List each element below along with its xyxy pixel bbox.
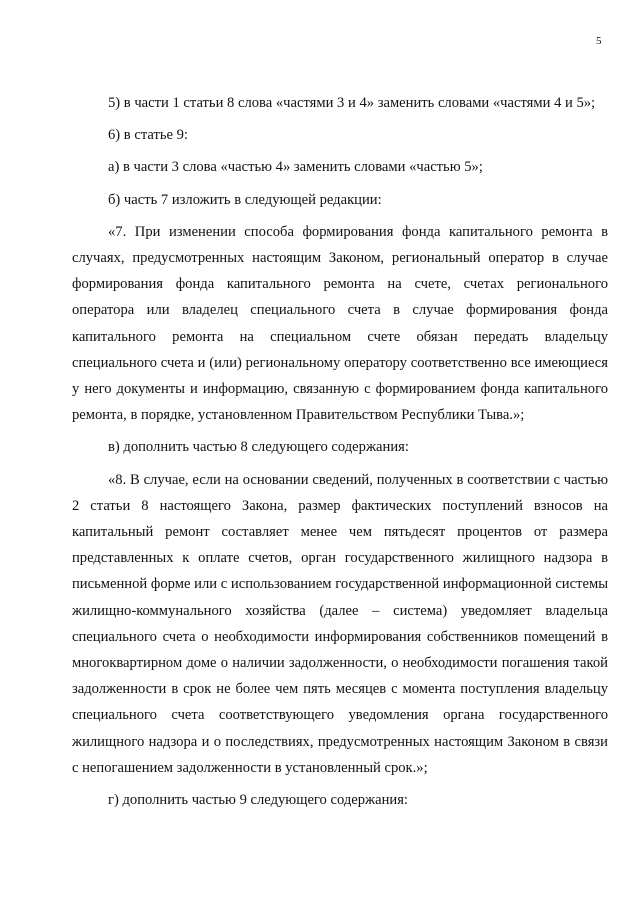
quoted-part-7: «7. При изменении способа формирования фонда капитального ремонта в случаях, предусмотренных настоящим Законом, региональный оператор в случае формирования фонда капитального ремонта на счете, счетах регионального оператора или владелец специального счета в случае формирования фонда капитального ремонта на специальном счете обязан передать владельцу специального счета и (или) региональному оператору соответственно все имеющиеся у него документы и информацию, связанную с формированием фонда капитального ремонта, в порядке, установленном Правительством Республики Тыва.»; (72, 223, 608, 424)
paragraph-subitem-b: б) часть 7 изложить в следующей редакции: (108, 191, 382, 208)
paragraph-subitem-g: г) дополнить частью 9 следующего содержания: (108, 792, 408, 809)
quoted-part-8: «8. В случае, если на основании сведений, полученных в соответствии с частью 2 статьи 8 настоящего Закона, размер фактических поступлений взносов на капитальный ремонт составляет менее чем пятьдесят процентов от размера представленных к оплате счетов, орган государственного жилищного надзора в письменной форме или с использованием государственной информационной системы жилищно-коммунального хозяйства (далее – система) уведомляет владельца специального счета о необходимости информирования собственников помещений в многоквартирном доме о наличии задолженности, о необходимости погашения такой задолженности в срок не более чем пять месяцев с момента поступления владельцу специального счета соответствующего уведомления органа государственного жилищного надзора и о последствиях, предусмотренных настоящим Законом в связи с непогашением задолженности в установленный срок.»; (72, 471, 608, 776)
page-number: 5 (596, 35, 602, 47)
document-body (72, 90, 608, 819)
paragraph-subitem-a: а) в части 3 слова «частью 4» заменить словами «частью 5»; (108, 159, 483, 176)
paragraph-subitem-v: в) дополнить частью 8 следующего содержания: (108, 439, 409, 456)
paragraph-item-5: 5) в части 1 статьи 8 слова «частями 3 и 4» заменить словами «частями 4 и 5»; (108, 95, 596, 111)
paragraph-item-6: 6) в статье 9: (108, 127, 188, 144)
